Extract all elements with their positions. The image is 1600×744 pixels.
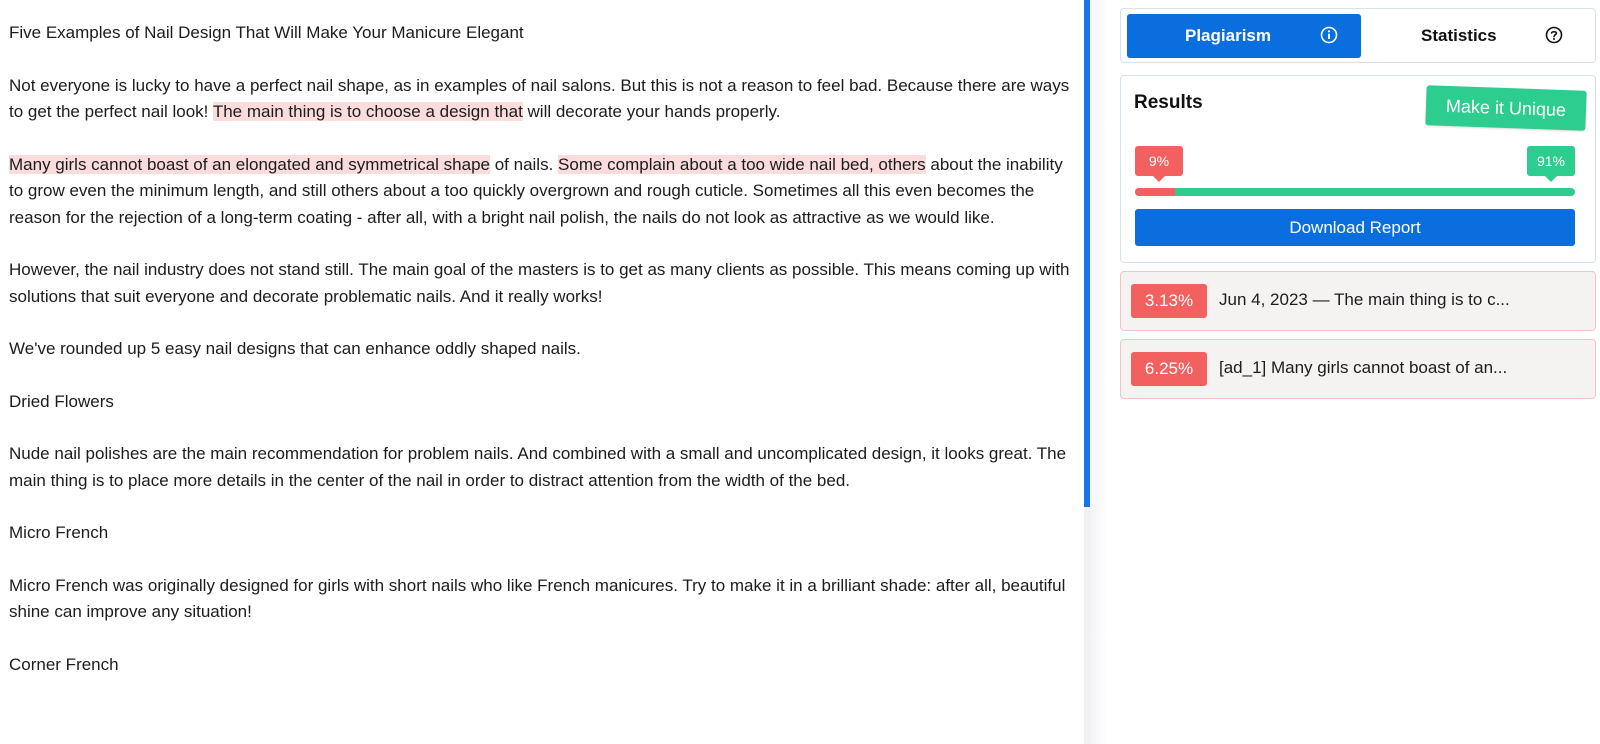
match-source-text: Jun 4, 2023 — The main thing is to c... — [1219, 290, 1510, 309]
download-report-button[interactable]: Download Report — [1135, 209, 1575, 246]
uniqueness-progress-bar — [1135, 188, 1575, 196]
plagiarized-highlight[interactable]: The main thing is to choose a design that — [212, 102, 523, 121]
info-icon[interactable] — [1320, 26, 1338, 44]
document-paragraph — [9, 20, 1071, 47]
match-source-text: [ad_1] Many girls cannot boast of an... — [1219, 358, 1508, 377]
question-icon[interactable] — [1545, 26, 1563, 44]
plagiarism-panel — [1120, 8, 1596, 399]
plagiarized-highlight[interactable]: Many girls cannot boast of an elongated and symmetrical shape — [9, 154, 490, 174]
text-segment: Corner French — [9, 654, 119, 674]
document-paragraph — [9, 336, 1071, 363]
text-segment: Five Examples of Nail Design That Will Make Your Manicure Elegant — [9, 23, 524, 42]
text-segment: Micro French was originally designed for girls with short nails who like French manicures. Try to make it in a brilliant shade: after all, beautiful shine can improve any situation! — [9, 575, 1066, 621]
results-card — [1120, 75, 1596, 263]
text-segment: Dried Flowers — [9, 391, 114, 411]
document-paragraph — [9, 152, 1071, 232]
plagiarism-progress-fill — [1135, 188, 1175, 196]
match-item[interactable] — [1120, 339, 1596, 399]
tab-plagiarism-label: Plagiarism — [1185, 26, 1271, 45]
match-percent-badge: 3.13% — [1131, 284, 1207, 318]
document-paragraph — [9, 441, 1071, 494]
tab-statistics[interactable] — [1373, 14, 1591, 58]
tab-plagiarism[interactable] — [1127, 14, 1361, 58]
document-paragraph — [9, 573, 1071, 626]
match-item[interactable] — [1120, 271, 1596, 331]
text-segment: Nude nail polishes are the main recommendation for problem nails. And combined with a small and uncomplicated design, it looks great. The main thing is to place more details in the center of the nail in order to distract attention from the width of the bed. — [9, 444, 1067, 490]
unique-percent-badge: 91% — [1527, 146, 1575, 176]
make-it-unique-button[interactable]: Make it Unique — [1425, 85, 1586, 131]
results-title: Results — [1134, 92, 1203, 113]
plagiarism-percent-badge: 9% — [1135, 146, 1183, 176]
plagiarized-highlight[interactable]: Some complain about a too wide nail bed, others — [558, 154, 926, 174]
text-segment: Not everyone is lucky to have a perfect nail shape, as in examples of nail salons. But this is not a reason to feel bad. Because there are ways to get the perfect nail look! — [9, 75, 1070, 121]
text-segment: of nails. — [490, 154, 559, 174]
text-segment: about the inability to grow even the minimum length, and still others about a too quickly overgrown and rough cuticle. Sometimes all this even becomes the reason for the rejection of a long-term coating - after all, with a bright nail polish, the nails do not look as attractive as we would like. — [9, 154, 1063, 227]
text-segment: We've rounded up 5 easy nail designs that can enhance oddly shaped nails. — [9, 339, 581, 358]
panel-divider — [1090, 0, 1108, 744]
text-segment: However, the nail industry does not stand still. The main goal of the masters is to get as many clients as possible. This means coming up with solutions that suit everyone and decorate problematic nails. And it really works! — [9, 260, 1070, 306]
document-paragraph — [9, 520, 1071, 547]
document-paragraph — [9, 257, 1071, 310]
text-segment: will decorate your hands properly. — [522, 102, 781, 121]
document-paragraph — [9, 389, 1071, 416]
document-paragraph — [9, 73, 1071, 126]
document-paragraph — [9, 652, 1071, 679]
match-percent-badge: 6.25% — [1131, 352, 1207, 386]
text-segment: Micro French — [9, 523, 109, 542]
tab-bar — [1120, 8, 1596, 63]
tab-statistics-label: Statistics — [1421, 26, 1497, 45]
